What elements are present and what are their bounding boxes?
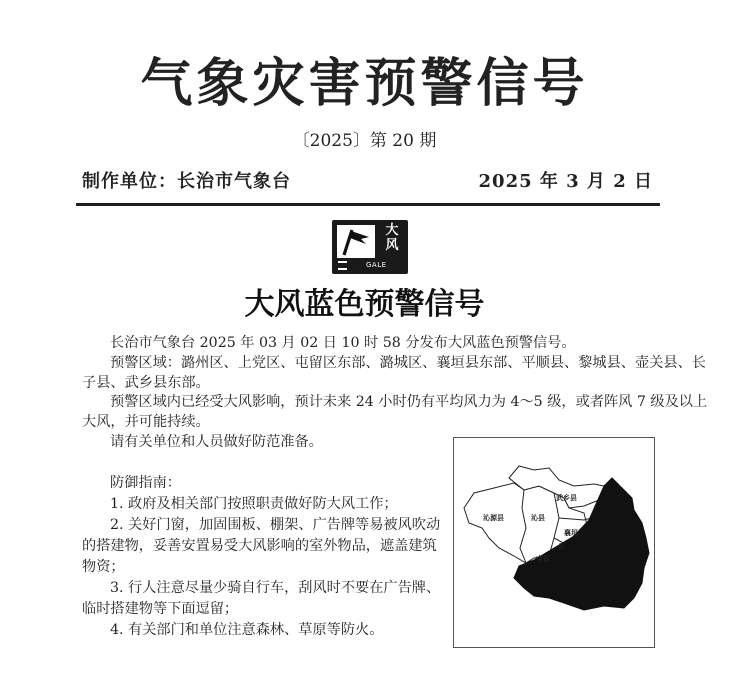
guide-heading: 防御指南：	[110, 475, 181, 491]
header-divider	[76, 203, 660, 206]
document-title: 气象灾害预警信号	[140, 53, 589, 114]
badge-code: GALE	[366, 261, 387, 269]
issue-number: 〔2025〕第 20 期	[292, 131, 437, 151]
map-label-qinxian: 沁县	[531, 514, 545, 522]
issuer: 制作单位：长治市气象台	[82, 171, 291, 192]
badge-hanzi-feng: 风	[385, 238, 399, 253]
map-label-xiangyuan: 襄垣	[564, 529, 578, 537]
forecast-statement: 预警区域内已经受大风影响，预计未来 24 小时仍有平均风力为 4～5 级，或者阵风 7 级及以上大风，并可能持续。	[82, 394, 708, 431]
warning-area: 预警区域：潞州区、上党区、屯留区东部、潞城区、襄垣县东部、平顺县、黎城县、壶关县、长子县、武乡县东部。	[82, 354, 706, 391]
signal-body	[82, 334, 712, 453]
gale-flag-icon	[337, 225, 375, 258]
map-label-qinyuan: 沁源县	[483, 514, 504, 522]
preparedness-notice: 请有关单位和人员做好防范准备。	[110, 433, 323, 450]
issue-statement: 长治市气象台 2025 年 03 月 02 日 10 时 58 分发布大风蓝色预警信号。	[110, 335, 576, 351]
badge-hanzi-da: 大	[385, 223, 399, 238]
guide-item: 1. 政府及相关部门按照职责做好防大风工作；	[110, 496, 398, 512]
issue-date: 2025 年 3 月 2 日	[478, 171, 653, 192]
map-label-tunliu: 屯留	[536, 555, 550, 563]
map-label-chang: 长	[558, 543, 565, 551]
guide-item: 4. 有关部门和单位注意森林、草原等防火。	[110, 622, 384, 638]
signal-title: 大风蓝色预警信号	[244, 287, 485, 322]
defense-guide	[82, 473, 448, 641]
guide-item: 3. 行人注意尽量少骑自行车，刮风时不要在广告牌、临时搭建物等下面逗留；	[82, 580, 441, 617]
gale-warning-badge	[332, 220, 408, 274]
badge-hanzi	[380, 223, 404, 253]
weather-mark-icon	[338, 261, 347, 270]
warning-area-map	[453, 437, 655, 648]
guide-item: 2. 关好门窗，加固围板、棚架、广告牌等易被风吹动的搭建物，妥善安置易受大风影响的室外物品，遮盖建筑物资；	[82, 517, 441, 575]
map-label-wuxiang: 武乡县	[556, 494, 577, 502]
